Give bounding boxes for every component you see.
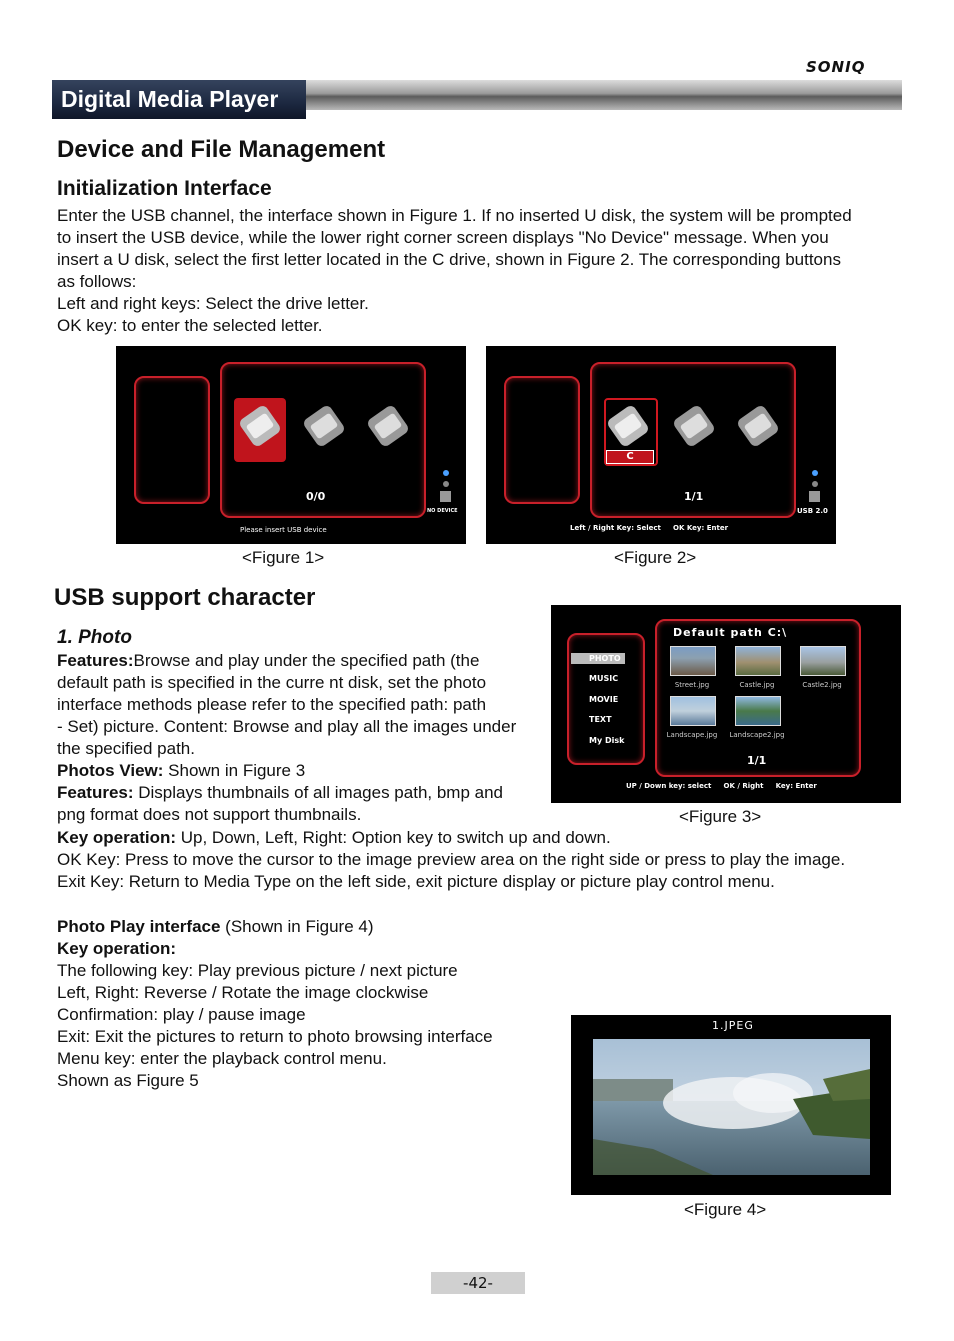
thumbnail-label: Landscape.jpg [666,731,718,739]
text-line: png format does not support thumbnails. [57,805,362,824]
figure-2-screen [486,346,836,544]
text-line: Exit: Exit the pictures to return to photo browsing interface [57,1027,493,1046]
item-title-photo: 1. Photo [57,627,132,648]
thumbnail-image[interactable] [735,646,781,676]
text-line: to insert the USB device, while the lower right corner screen displays "No Device" message. When you [57,228,829,247]
text-line: as follows: [57,272,137,291]
text-line: The following key: Play previous picture / next picture [57,961,458,980]
menu-item-my-disk[interactable]: My Disk [589,736,625,745]
thumbnail-label: Castle.jpg [739,681,775,689]
thumbnail-image[interactable] [670,696,716,726]
brand-logo: SONIQ [806,58,866,76]
usb-drive-icon[interactable] [606,404,650,448]
label: Features: [57,651,134,670]
section-subtitle-init: Initialization Interface [57,177,272,200]
key-operation-paragraph [57,827,937,893]
text-line: Enter the USB channel, the interface shown in Figure 1. If no inserted U disk, the system will be prompted [57,206,852,225]
status-led-icon [812,481,818,487]
header-title: Digital Media Player [52,80,306,119]
menu-item-movie[interactable]: MOVIE [589,695,619,704]
usb-drive-icon[interactable] [736,404,780,448]
usb-drive-icon[interactable] [366,404,410,448]
text-line: Left, Right: Reverse / Rotate the image clockwise [57,983,429,1002]
photo-preview [593,1039,870,1175]
status-led-icon [443,481,449,487]
insert-prompt: Please insert USB device [240,526,327,534]
text-line: (Shown in Figure 4) [220,917,374,936]
thumbnail-label: Landscape2.jpg [729,731,785,739]
text-line: - Set) picture. Content: Browse and play all the images under [57,717,517,736]
menu-item-photo[interactable]: PHOTO [571,653,625,664]
drive-counter: 0/0 [306,490,326,503]
usb-drive-icon[interactable] [672,404,716,448]
menu-item-music[interactable]: MUSIC [589,674,619,683]
left-panel [134,376,210,504]
text-line: the specified path. [57,739,195,758]
text-line: Exit Key: Return to Media Type on the left side, exit picture display or picture play control menu. [57,872,775,891]
section-title-usb: USB support character [54,584,316,611]
image-filename: 1.JPEG [712,1019,754,1032]
text-line: Shown in Figure 3 [163,761,306,780]
key-hint: UP / Down key: select OK / Right Key: Enter [626,782,817,790]
thumbnail-image[interactable] [800,646,846,676]
thumbnail-label: Castle2.jpg [802,681,842,689]
text-line: Left and right keys: Select the drive letter. [57,294,369,313]
figure-2-caption: <Figure 2> [614,548,697,567]
figure-1-screen [116,346,466,544]
text-line: OK Key: Press to move the cursor to the image preview area on the right side or press to play the image. [57,850,846,869]
device-status: USB 2.0 [797,507,828,515]
usb-port-icon [440,491,451,502]
photo-features-paragraph [57,650,557,826]
figure-4-screen [571,1015,891,1195]
figure-3-caption: <Figure 3> [679,807,762,826]
menu-item-text[interactable]: TEXT [589,715,612,724]
init-paragraph [57,205,927,337]
text-line: insert a U disk, select the first letter located in the C drive, shown in Figure 2. The corresponding buttons [57,250,841,269]
label: Photos View: [57,761,164,780]
text-line: default path is specified in the curre nt disk, set the photo [57,673,487,692]
text-line: OK key: to enter the selected letter. [57,316,323,335]
label: Key operation: [57,828,177,847]
left-panel [504,376,580,504]
thumbnail-image[interactable] [670,646,716,676]
status-led-icon [443,470,449,476]
text-line: Up, Down, Left, Right: Option key to switch up and down. [176,828,611,847]
device-status: NO DEVICE [427,508,458,514]
page-counter: 1/1 [747,754,767,767]
status-led-icon [812,470,818,476]
usb-drive-icon[interactable] [238,404,282,448]
thumbnail-label: Street.jpg [674,681,710,689]
text-line: Menu key: enter the playback control menu. [57,1049,387,1068]
photo-play-paragraph [57,916,557,1092]
figure-3-screen [551,605,901,803]
figure-1-caption: <Figure 1> [242,548,325,567]
drive-counter: 1/1 [684,490,704,503]
page-number: -42- [431,1272,525,1294]
text-line: Displays thumbnails of all images path, bmp and [133,783,503,802]
thumbnail-image[interactable] [735,696,781,726]
text-line: Confirmation: play / pause image [57,1005,306,1024]
label: Photo Play interface [57,917,221,936]
default-path: Default path C:\ [673,626,788,639]
usb-drive-icon[interactable] [302,404,346,448]
text-line: interface methods please refer to the specified path: path [57,695,487,714]
text-line: Browse and play under the specified path (the [133,651,480,670]
text-line: Shown as Figure 5 [57,1071,199,1090]
label: Key operation: [57,939,177,958]
figure-4-caption: <Figure 4> [684,1200,767,1219]
usb-port-icon [809,491,820,502]
section-title-device: Device and File Management [57,136,386,163]
label: Features: [57,783,134,802]
key-hint: Left / Right Key: Select OK Key: Enter [570,524,729,532]
drive-letter-label: C [606,450,654,464]
